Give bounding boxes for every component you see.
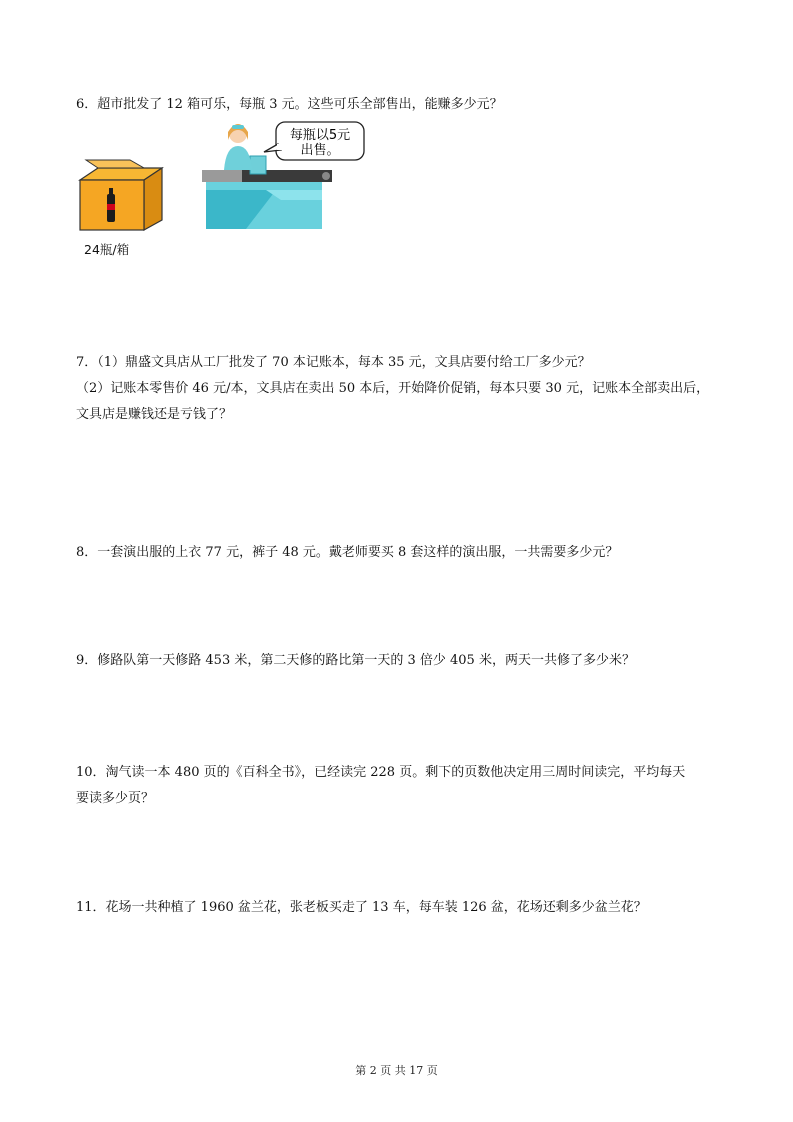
- question-6: [76, 92, 726, 118]
- question-6-text: 6．超市批发了 12 箱可乐，每瓶 3 元。这些可乐全部售出，能赚多少元？: [76, 97, 503, 112]
- question-7-line-3: 文具店是赚钱还是亏钱了？: [76, 407, 233, 422]
- question-8: [76, 540, 726, 566]
- question-7-line-2: （2）记账本零售价 46 元/本，文具店在卖出 50 本后，开始降价促销，每本只要 30 元，记账本全部卖出后，: [76, 381, 710, 396]
- question-9-text: 9．修路队第一天修路 453 米，第二天修的路比第一天的 3 倍少 405 米，两天一共修了多少米？: [76, 653, 635, 668]
- q6-illustration: [76, 120, 376, 265]
- question-11-text: 11．花场一共种植了 1960 盆兰花，张老板买走了 13 车，每车装 126 盆，花场还剩多少盆兰花？: [76, 900, 647, 915]
- speech-line-2: 出售。: [300, 143, 340, 158]
- cashier-person: [224, 124, 252, 170]
- page-footer: 第 2 页 共 17 页: [355, 1064, 438, 1077]
- speech-bubble-text: [281, 128, 359, 158]
- question-9: [76, 648, 726, 674]
- box-label: 24瓶/箱: [84, 242, 130, 257]
- question-10: [76, 760, 726, 812]
- question-10-line-2: 要读多少页？: [76, 791, 155, 806]
- question-11: [76, 895, 726, 921]
- question-7: [76, 350, 726, 428]
- cola-box-icon: [80, 160, 162, 230]
- cashier-counter: [202, 156, 332, 229]
- question-10-line-1: 10．淘气读一本 480 页的《百科全书》，已经读完 228 页。剩下的页数他决定用三周时间读完，平均每天: [76, 765, 686, 780]
- question-8-text: 8．一套演出服的上衣 77 元，裤子 48 元。戴老师要买 8 套这样的演出服，一共需要多少元？: [76, 545, 619, 560]
- question-7-line-1: 7．（1）鼎盛文具店从工厂批发了 70 本记账本，每本 35 元，文具店要付给工厂多少元？: [76, 355, 591, 370]
- speech-line-1: 每瓶以5元: [289, 128, 351, 143]
